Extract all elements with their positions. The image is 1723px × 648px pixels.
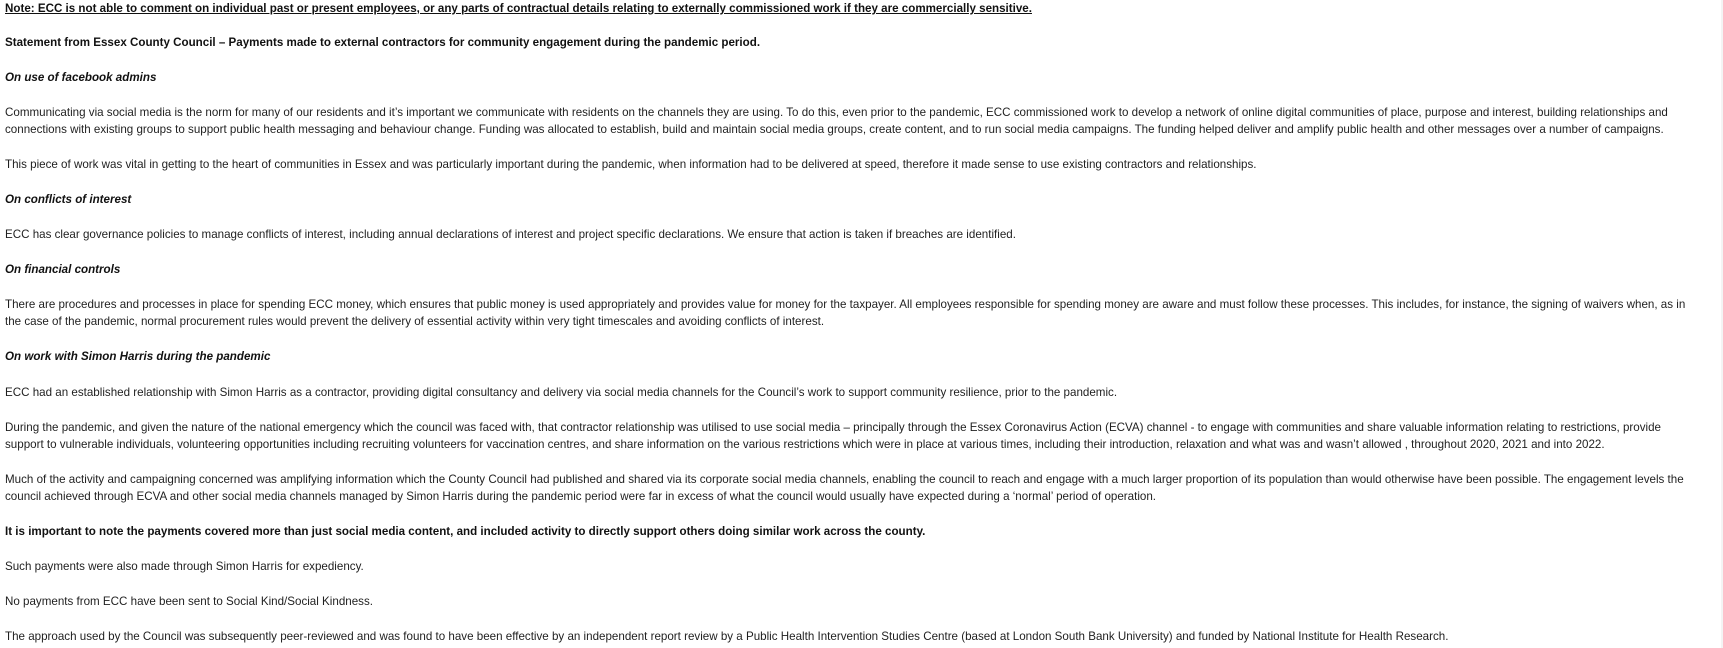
paragraph-line: Much of the activity and campaigning concerned was amplifying information which the County Council had published and shared via its corporate social media channels, enabling the council to reach and engage with a much larger proportion of its population than would otherwise have been possible. The engagement levels the (5, 473, 1684, 486)
paragraph-line: Communicating via social media is the norm for many of our residents and it’s important we communicate with residents on the channels they are using. To do this, even prior to the pandemic, ECC commissioned work to develop a network of online digital communities of place, purpose and interest, building relationships and (5, 106, 1668, 119)
heading-financial-controls: On financial controls (5, 263, 121, 276)
heading-facebook-admins: On use of facebook admins (5, 71, 157, 84)
paragraph-line: the case of the pandemic, normal procurement rules would prevent the delivery of essential activity within very tight timescales and avoiding conflicts of interest. (5, 315, 825, 328)
paragraph: ECC had an established relationship with Simon Harris as a contractor, providing digital consultancy and delivery via social media channels for the Council’s work to support community resilience, prior to the pandemic. (5, 386, 1118, 399)
statement-title: Statement from Essex County Council – Payments made to external contractors for community engagement during the pandemic period. (5, 36, 761, 49)
disclaimer-note: Note: ECC is not able to comment on individual past or present employees, or any parts of contractual details relating to externally commissioned work if they are commercially sensitive. (5, 2, 1032, 15)
paragraph-line: council achieved through ECVA and other social media channels managed by Simon Harris during the pandemic period were far in excess of what the council would usually have expected during a ‘normal’ period of operation. (5, 490, 1157, 503)
emphasis-paragraph: It is important to note the payments covered more than just social media content, and included activity to directly support others doing similar work across the county. (5, 525, 926, 538)
paragraph: The approach used by the Council was subsequently peer-reviewed and was found to have been effective by an independent report review by a Public Health Intervention Studies Centre (based at London South Bank University) and funded by National Institute for Health Research. (5, 630, 1449, 643)
paragraph-line: support to vulnerable individuals, volunteering opportunities including recruiting volunteers for vaccination centres, and share information on the various restrictions which were in place at various times, including their introduction, relaxation and what was and wasn’t allowed , throughout 2020, 2021 and into 2022. (5, 438, 1605, 451)
paragraph-line: During the pandemic, and given the nature of the national emergency which the council was faced with, that contractor relationship was utilised to use social media – principally through the Essex Coronavirus Action (ECVA) channel - to engage with communities and share valuable information relating to restrictions, provide (5, 421, 1662, 434)
paragraph-line: There are procedures and processes in place for spending ECC money, which ensures that public money is used appropriately and provides value for money for the taxpayer. All employees responsible for spending money are aware and must follow these processes. This includes, for instance, the signing of waivers when, as in (5, 298, 1686, 311)
paragraph: No payments from ECC have been sent to Social Kind/Social Kindness. (5, 595, 373, 608)
paragraph: ECC has clear governance policies to manage conflicts of interest, including annual declarations of interest and project specific declarations. We ensure that action is taken if breaches are identified. (5, 228, 1016, 241)
paragraph: Such payments were also made through Simon Harris for expediency. (5, 560, 364, 573)
paragraph: This piece of work was vital in getting to the heart of communities in Essex and was particularly important during the pandemic, when information had to be delivered at speed, therefore it made sense to use existing contractors and relationships. (5, 158, 1257, 171)
heading-simon-harris: On work with Simon Harris during the pandemic (5, 350, 271, 363)
paragraph-line: connections with existing groups to support public health messaging and behaviour change. Funding was allocated to establish, build and maintain social media groups, create content, and to run social media campaigns. The funding helped deliver and amplify public health and other messages over a number of campaigns. (5, 123, 1664, 136)
heading-conflicts-of-interest: On conflicts of interest (5, 193, 132, 206)
